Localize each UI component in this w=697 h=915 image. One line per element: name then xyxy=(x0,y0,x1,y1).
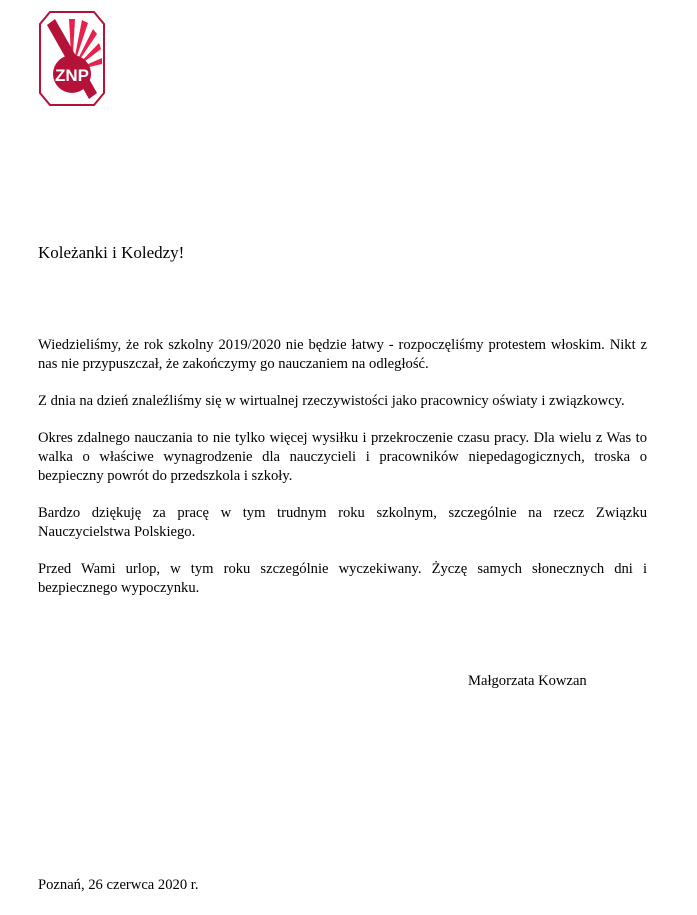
letter-body xyxy=(38,336,647,616)
signature: Małgorzata Kowzan xyxy=(468,673,587,689)
paragraph-3: Okres zdalnego nauczania to nie tylko więcej wysiłku i przekroczenie czasu pracy. Dla wielu z Was to walka o właściwe wynagrodzenie dla nauczycieli i pracowników niepedagogicznych, troska o bezpieczny powrót do przedszkola i szkoły. xyxy=(38,430,647,484)
logo-text: ZNP xyxy=(55,66,89,85)
greeting: Koleżanki i Koledzy! xyxy=(38,243,185,262)
place-date: Poznań, 26 czerwca 2020 r. xyxy=(38,877,199,893)
paragraph-1: Wiedzieliśmy, że rok szkolny 2019/2020 nie będzie łatwy - rozpoczęliśmy protestem włoskim. Nikt z nas nie przypuszczał, że zakończymy go nauczaniem na odległość. xyxy=(38,337,647,372)
znp-logo xyxy=(39,11,105,106)
paragraph-4: Bardzo dziękuję za pracę w tym trudnym roku szkolnym, szczególnie na rzecz Związku Nauczycielstwa Polskiego. xyxy=(38,505,647,540)
paragraph-5: Przed Wami urlop, w tym roku szczególnie wyczekiwany. Życzę samych słonecznych dni i bezpiecznego wypoczynku. xyxy=(38,561,647,596)
paragraph-2: Z dnia na dzień znaleźliśmy się w wirtualnej rzeczywistości jako pracownicy oświaty i związkowcy. xyxy=(38,393,625,409)
